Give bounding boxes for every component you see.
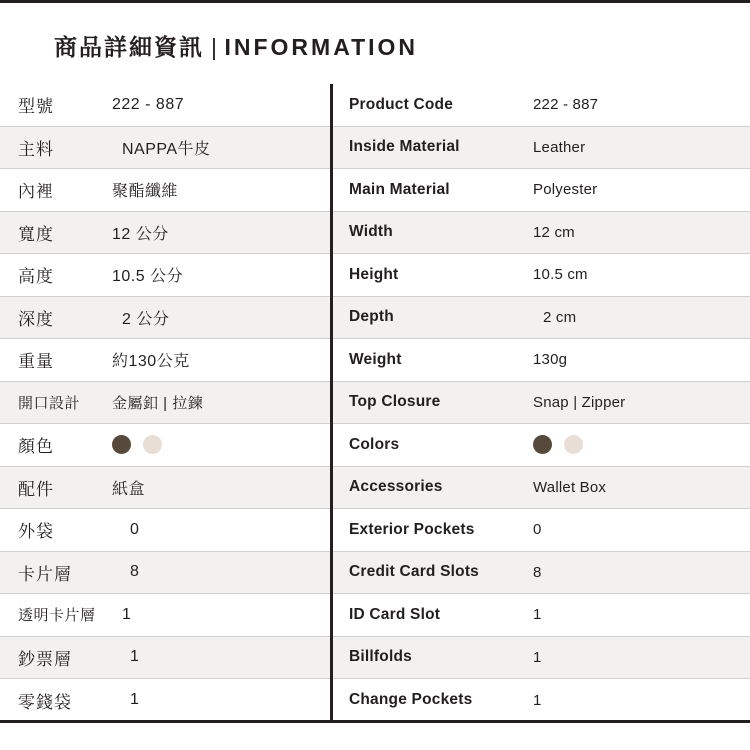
row-label: Weight	[349, 350, 402, 368]
row-value: 1	[533, 648, 542, 666]
table-row	[333, 297, 750, 340]
row-label: ID Card Slot	[349, 605, 441, 623]
row-label: Billfolds	[349, 648, 412, 666]
row-value-colors	[533, 435, 583, 454]
table-row	[0, 127, 330, 170]
row-label: Main Material	[349, 180, 450, 198]
table-row	[333, 467, 750, 510]
page-title-english: INFORMATION	[224, 34, 419, 60]
row-label: 外袋	[18, 522, 54, 542]
table-row	[333, 424, 750, 467]
row-value: 8	[533, 563, 542, 581]
page-title-separator: |	[211, 34, 218, 60]
row-value: Wallet Box	[533, 478, 607, 496]
table-row	[0, 552, 330, 595]
row-value: 0	[130, 520, 140, 538]
row-label: 透明卡片層	[18, 607, 96, 625]
row-value: Polyester	[533, 181, 598, 199]
row-label: 深度	[18, 309, 54, 329]
row-label: Accessories	[349, 478, 443, 496]
table-row	[333, 679, 750, 722]
table-row	[333, 339, 750, 382]
row-value: 10.5 公分	[112, 268, 184, 286]
table-row	[0, 382, 330, 425]
row-value: 1	[533, 691, 542, 709]
row-label: Credit Card Slots	[349, 563, 480, 581]
row-value: 1	[130, 648, 140, 666]
row-label: Top Closure	[349, 393, 441, 411]
table-row	[333, 254, 750, 297]
row-value: 1	[533, 606, 542, 624]
row-label: 重量	[18, 352, 54, 372]
row-label: Depth	[349, 308, 394, 326]
row-label: 開口設計	[18, 394, 81, 412]
page-title	[54, 29, 418, 62]
row-label: 高度	[18, 267, 54, 287]
table-row	[0, 467, 330, 510]
row-label: Inside Material	[349, 138, 460, 156]
row-label: Width	[349, 223, 393, 241]
row-value: 12 公分	[112, 225, 169, 243]
row-value-colors	[112, 435, 162, 454]
row-label: 內裡	[18, 182, 54, 202]
color-swatch-group	[533, 435, 583, 454]
row-label: 零錢袋	[18, 692, 72, 712]
table-row	[0, 637, 330, 680]
color-swatch-light	[143, 435, 162, 454]
row-value: 10.5 cm	[533, 266, 588, 284]
row-value: NAPPA牛皮	[122, 140, 211, 158]
row-value: 紙盒	[112, 480, 146, 498]
row-label: Exterior Pockets	[349, 520, 475, 538]
row-value: Leather	[533, 138, 586, 156]
row-value: 2 cm	[543, 308, 577, 326]
table-row	[0, 212, 330, 255]
table-row	[0, 594, 330, 637]
row-value: 222 - 887	[533, 96, 599, 114]
color-swatch-light	[564, 435, 583, 454]
table-row	[333, 212, 750, 255]
table-row	[0, 679, 330, 722]
row-label: 配件	[18, 479, 54, 499]
row-value: 2 公分	[122, 310, 170, 328]
header	[0, 3, 750, 83]
row-label: 主料	[18, 139, 54, 159]
spec-table-column-english	[333, 84, 750, 721]
row-value: 0	[533, 521, 542, 539]
row-value: 12 cm	[533, 223, 575, 241]
color-swatch-dark	[533, 435, 552, 454]
row-label: Product Code	[349, 95, 454, 113]
table-row	[0, 509, 330, 552]
table-row	[333, 169, 750, 212]
row-label: Change Pockets	[349, 691, 473, 709]
row-label: 鈔票層	[18, 649, 72, 669]
table-row	[0, 339, 330, 382]
table-row	[0, 84, 330, 127]
color-swatch-group	[112, 435, 162, 454]
table-row	[0, 169, 330, 212]
table-row	[333, 382, 750, 425]
table-row	[333, 509, 750, 552]
row-label: 型號	[18, 97, 54, 117]
row-label: 寬度	[18, 224, 54, 244]
row-value: 1	[130, 691, 140, 709]
row-value: 222 - 887	[112, 95, 185, 113]
spec-table-column-chinese	[0, 84, 330, 721]
page-title-chinese: 商品詳細資訊	[54, 34, 204, 60]
table-row	[333, 637, 750, 680]
table-row	[333, 552, 750, 595]
table-row	[0, 297, 330, 340]
color-swatch-dark	[112, 435, 131, 454]
row-value: Snap | Zipper	[533, 393, 626, 411]
row-label: Colors	[349, 435, 400, 453]
row-value: 聚酯纖維	[112, 183, 179, 201]
row-label: Height	[349, 265, 399, 283]
row-label: 卡片層	[18, 564, 72, 584]
spec-table	[0, 84, 750, 721]
row-value: 1	[122, 605, 132, 623]
table-row	[333, 84, 750, 127]
table-row	[0, 424, 330, 467]
row-value: 約130公克	[112, 353, 190, 371]
row-value: 8	[130, 563, 140, 581]
row-label: 顏色	[18, 437, 54, 457]
row-value: 金屬釦 | 拉鍊	[112, 394, 204, 412]
table-row	[333, 594, 750, 637]
table-row	[0, 254, 330, 297]
row-value: 130g	[533, 351, 568, 369]
bottom-divider-rule	[0, 720, 750, 723]
table-row	[333, 127, 750, 170]
